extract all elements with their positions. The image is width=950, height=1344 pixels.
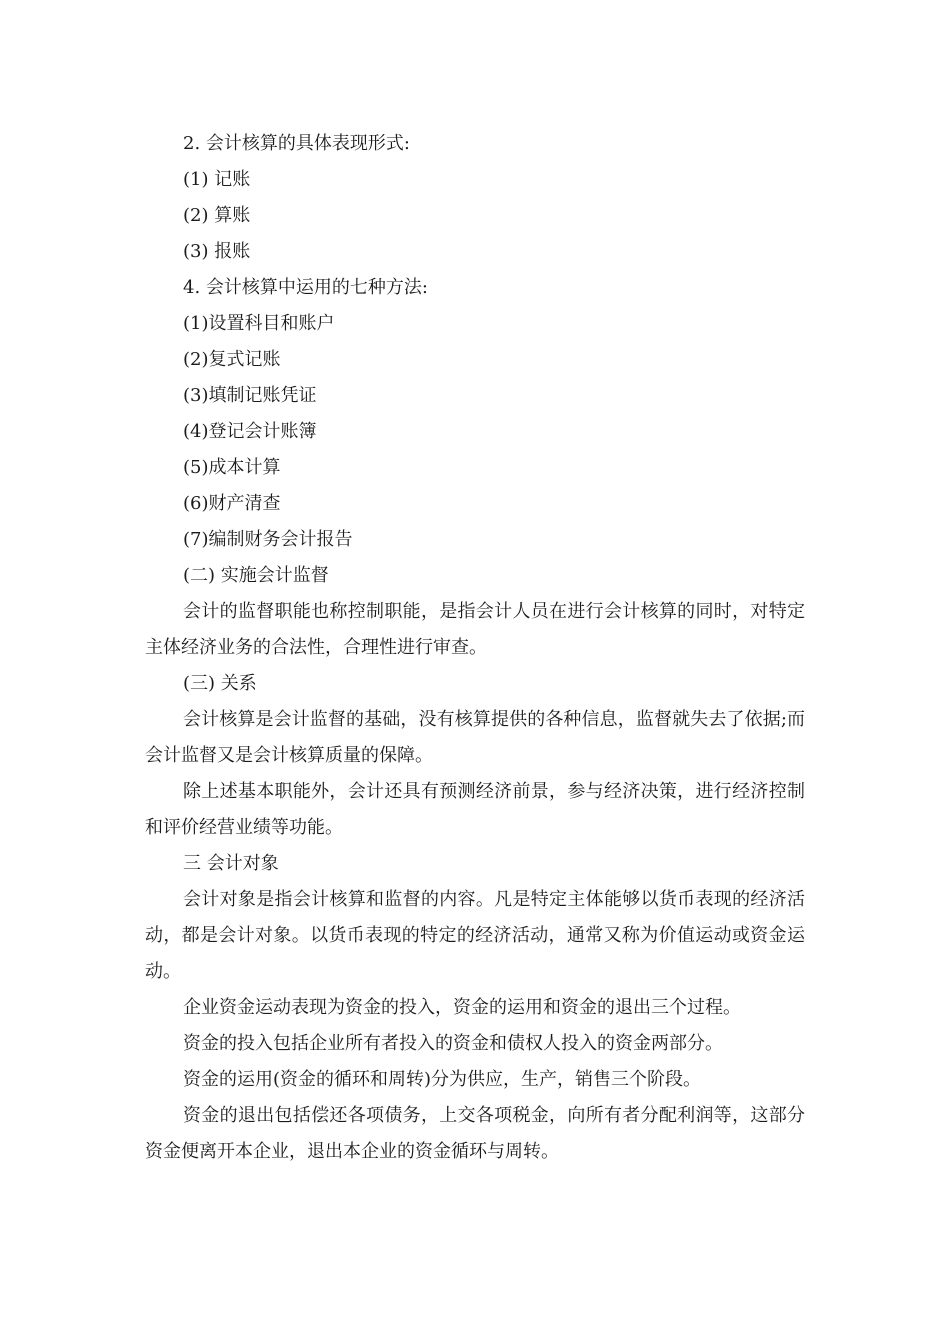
- list-item: (3)填制记账凭证: [183, 385, 317, 406]
- list-item: (1) 记账: [183, 169, 251, 190]
- section-heading-supervision: (二) 实施会计监督: [183, 565, 329, 586]
- paragraph: 资金的投入包括企业所有者投入的资金和债权人投入的资金两部分。: [183, 1033, 723, 1054]
- section-heading-accounting-object: 三 会计对象: [183, 853, 279, 874]
- document-body: [145, 126, 805, 1170]
- list-item: (3) 报账: [183, 241, 251, 262]
- list-item: (5)成本计算: [183, 457, 281, 478]
- paragraph: 资金的运用(资金的循环和周转)分为供应，生产，销售三个阶段。: [183, 1069, 702, 1090]
- paragraph: 会计核算是会计监督的基础，没有核算提供的各种信息，监督就失去了依据;而会计监督又是会计核算质量的保障。: [145, 709, 805, 766]
- list-item: (7)编制财务会计报告: [183, 529, 353, 550]
- section-heading-relation: (三) 关系: [183, 673, 257, 694]
- paragraph: 企业资金运动表现为资金的投入，资金的运用和资金的退出三个过程。: [183, 997, 741, 1018]
- list-item: (6)财产清查: [183, 493, 281, 514]
- list-item: (2) 算账: [183, 205, 251, 226]
- paragraph: 除上述基本职能外，会计还具有预测经济前景，参与经济决策，进行经济控制和评价经营业绩等功能。: [145, 781, 805, 838]
- list-heading-methods: 4. 会计核算中运用的七种方法:: [183, 277, 428, 298]
- paragraph: 资金的退出包括偿还各项债务，上交各项税金，向所有者分配利润等，这部分资金便离开本企业，退出本企业的资金循环与周转。: [145, 1105, 805, 1162]
- list-item: (1)设置科目和账户: [183, 313, 335, 334]
- paragraph: 会计对象是指会计核算和监督的内容。凡是特定主体能够以货币表现的经济活动，都是会计对象。以货币表现的特定的经济活动，通常又称为价值运动或资金运动。: [145, 889, 805, 982]
- list-heading-forms: 2. 会计核算的具体表现形式:: [183, 133, 410, 154]
- paragraph: 会计的监督职能也称控制职能，是指会计人员在进行会计核算的同时，对特定主体经济业务的合法性，合理性进行审查。: [145, 601, 805, 658]
- list-item: (4)登记会计账簿: [183, 421, 317, 442]
- list-item: (2)复式记账: [183, 349, 281, 370]
